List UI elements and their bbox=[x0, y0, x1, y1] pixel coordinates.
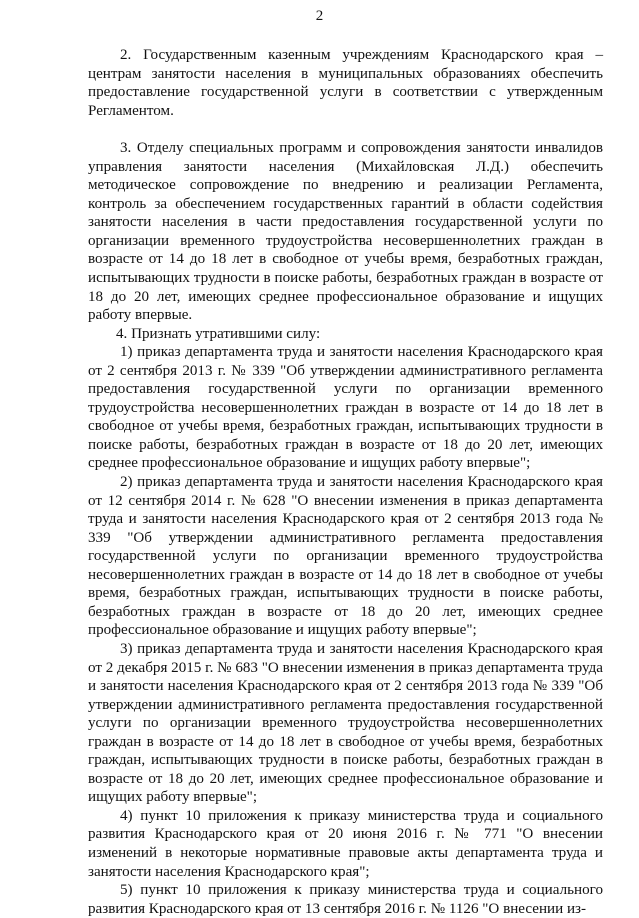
paragraph-item-4: 4. Признать утратившими силу: bbox=[116, 325, 321, 342]
paragraph-item-2: 2. Государственным казенным учреждениям Краснодарского края – центрам занятости населения в муниципальных образованиях обеспечить предоставление государственной услуги в соответствии с утвержденным Регламентом. bbox=[88, 47, 603, 119]
paragraph-item-3: 3. Отделу специальных программ и сопровождения занятости инвалидов управления занятости населения (Михайловская Л.Д.) обеспечить методическое сопровождение по внедрению и реализации Регламента, контроль за обеспечением государственных гарантий в области содействия занятости населения в части предоставления государственной услуги по организации временного трудоустройства несовершеннолетних граждан в возрасте от 14 до 18 лет в свободное от учебы время, безработных граждан, испытывающих трудности в поиске работы, безработных граждан в возрасте от 18 до 20 лет, имеющих среднее профессиональное образование и ищущих работу впервые. bbox=[88, 140, 603, 324]
paragraph-subitem-3: 3) приказ департамента труда и занятости населения Краснодарского края от 2 декабря 2015 г. № 683 "О внесении изменения в приказ департамента труда и занятости населения Краснодарского края от 2 сентября 2013 года № 339 "Об утверждении административного регламента предоставления государственной услуги по организации временного трудоустройства несовершеннолетних граждан в возрасте от 14 до 18 лет в свободное от учебы время, безработных граждан, испытывающих трудности в поиске работы, безработных граждан в возрасте от 18 до 20 лет, имеющих среднее профессиональное образование и ищущих работу впервые"; bbox=[88, 640, 603, 806]
page-number: 2 bbox=[315, 8, 324, 24]
paragraph-subitem-2: 2) приказ департамента труда и занятости населения Краснодарского края от 12 сентября 2014 г. № 628 "О внесении изменения в приказ департамента труда и занятости населения Краснодарского края от 2 сентября 2013 года № 339 "Об утверждении административного регламента предоставления государственной услуги по организации временного трудоустройства несовершеннолетних граждан в возрасте от 14 до 18 лет в свободное от учебы время, безработных граждан, испытывающих трудности в поиске работы, безработных граждан в возрасте от 18 до 20 лет, имеющих среднее профессиональное образование и ищущих работу впервые"; bbox=[88, 474, 603, 639]
document-body bbox=[88, 46, 603, 918]
paragraph-subitem-4: 4) пункт 10 приложения к приказу министерства труда и социального развития Краснодарского края от 20 июня 2016 г. № 771 "О внесении изменений в некоторые нормативные правовые акты департамента труда и занятости населения Краснодарского края"; bbox=[88, 807, 603, 880]
paragraph-subitem-1: 1) приказ департамента труда и занятости населения Краснодарского края от 2 сентября 2013 г. № 339 "Об утверждении административного регламента предоставления государственной услуги по организации временного трудоустройства несовершеннолетних граждан в возрасте от 14 до 18 лет в свободное от учебы время, безработных граждан, испытывающих трудности в поиске работы, безработных граждан в возрасте от 18 до 20 лет, имеющих среднее профессиональное образование и ищущих работу впервые"; bbox=[88, 344, 603, 472]
paragraph-subitem-5: 5) пункт 10 приложения к приказу министерства труда и социального развития Краснодарского края от 13 сентября 2016 г. № 1126 "О внесении из- bbox=[88, 882, 603, 917]
